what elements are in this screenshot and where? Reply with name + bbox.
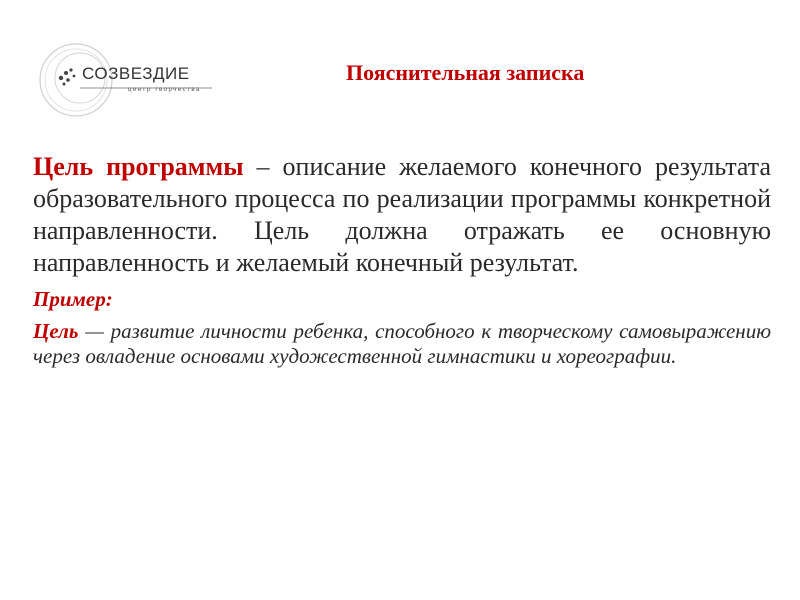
definition-paragraph: [33, 151, 771, 279]
example-term: Цель: [33, 319, 79, 343]
definition-term: Цель программы: [33, 152, 244, 181]
definition-text: – описание желаемого конечного результата образовательного процесса по реализации программы конкретной направленности. Цель должна отражать ее основную направленность и желаемый конечный результат.: [33, 152, 771, 277]
logo-name: СОЗВЕЗДИЕ: [82, 64, 190, 83]
logo: [36, 40, 226, 120]
example-label: Пример:: [33, 287, 113, 311]
example-text: — развитие личности ребенка, способного к творческому самовыражению через овладение основами художественной гимнастики и хореографии.: [33, 319, 771, 368]
logo-subtitle: центр творчества: [128, 87, 201, 93]
slide-body: [33, 151, 771, 369]
example-paragraph: [33, 319, 771, 369]
page-title: Пояснительная записка: [346, 60, 585, 85]
